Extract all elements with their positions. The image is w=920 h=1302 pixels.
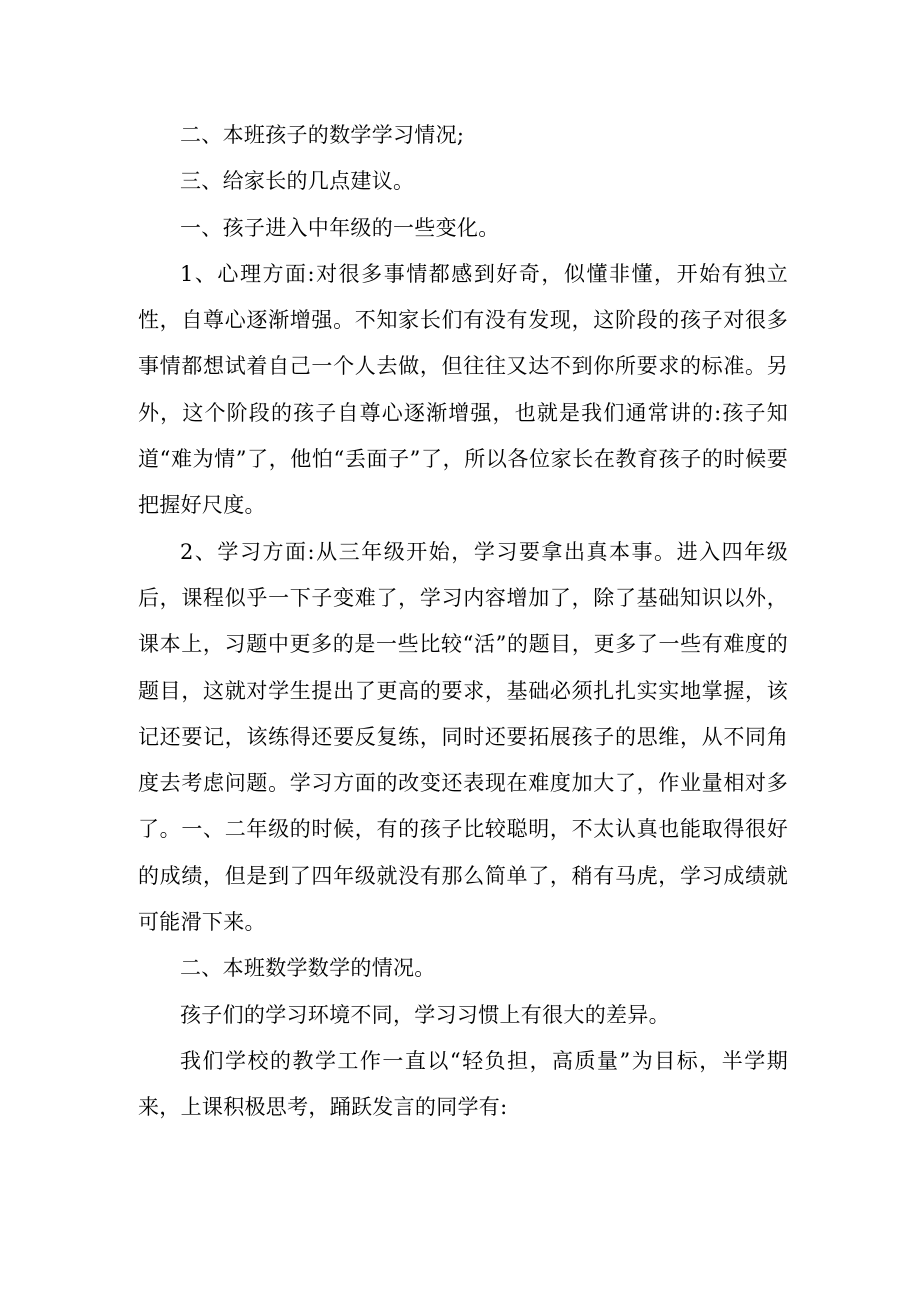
paragraph-environment: 孩子们的学习环境不同，学习习惯上有很大的差异。: [180, 1002, 670, 1027]
paragraph-outline-item-3: 三、给家长的几点建议。: [180, 169, 415, 194]
paragraph-outline-item-2: 二、本班孩子的数学学习情况;: [180, 123, 465, 147]
paragraph-section-heading-2: 二、本班数学数学的情况。: [180, 956, 436, 981]
paragraph-section-heading-1: 一、孩子进入中年级的一些变化。: [180, 215, 500, 240]
paragraph-school-goal: 我们学校的教学工作一直以“轻负担，高质量”为目标，半学期来，上课积极思考，踊跃发言的同学有:: [138, 1048, 788, 1120]
paragraph-psychology: 1、心理方面:对很多事情都感到好奇，似懂非懂，开始有独立性，自尊心逐渐增强。不知家长们有没有发现，这阶段的孩子对很多事情都想试着自己一个人去做，但往往又达不到你所要求的标准。另外，这个阶段的孩子自尊心逐渐增强，也就是我们通常讲的:孩子知道“难为情”了，他怕“丢面子”了，所以各位家长在教育孩子的时候要把握好尺度。: [138, 261, 788, 518]
paragraph-study: 2、学习方面:从三年级开始，学习要拿出真本事。进入四年级后，课程似乎一下子变难了，学习内容增加了，除了基础知识以外，课本上，习题中更多的是一些比较“活”的题目，更多了一些有难度的题目，这就对学生提出了更高的要求，基础必须扎扎实实地掌握，该记还要记，该练得还要反复练，同时还要拓展孩子的思维，从不同角度去考虑问题。学习方面的改变还表现在难度加大了，作业量相对多了。一、二年级的时候，有的孩子比较聪明，不太认真也能取得很好的成绩，但是到了四年级就没有那么简单了，稍有马虎，学习成绩就可能滑下来。: [138, 539, 788, 935]
document-body: [138, 112, 788, 1131]
